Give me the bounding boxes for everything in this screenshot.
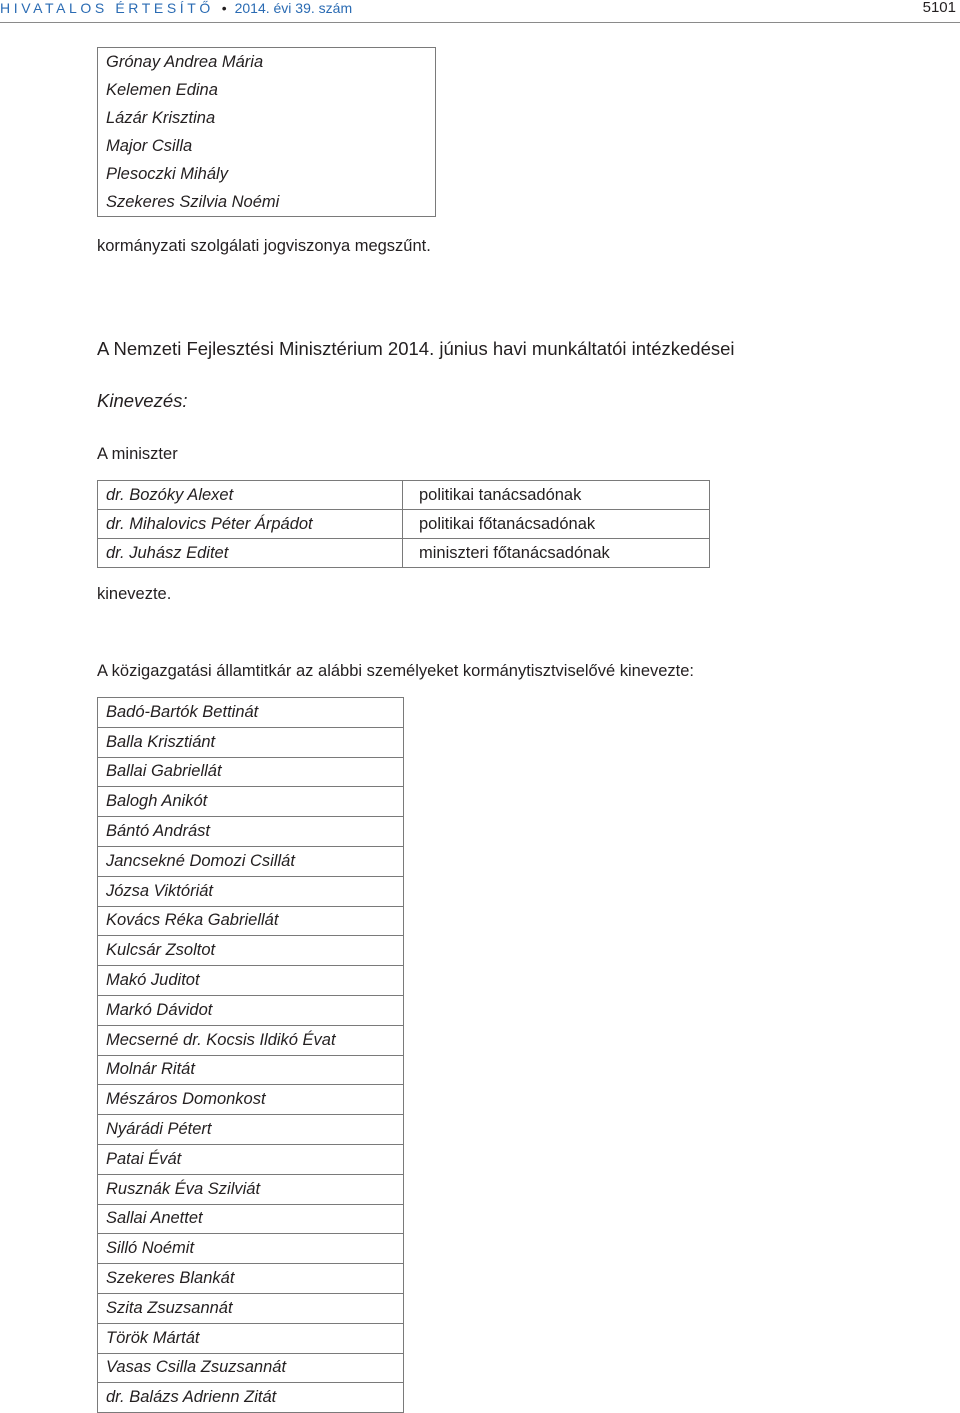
- name-cell: Mecserné dr. Kocsis Ildikó Évat: [98, 1025, 404, 1055]
- table-row: [98, 846, 404, 876]
- page-number: 5101: [922, 0, 956, 16]
- appointee-role-cell: miniszteri főtanácsadónak: [403, 539, 710, 568]
- table-row: [98, 906, 404, 936]
- table-row: [98, 76, 436, 104]
- name-cell: Major Csilla: [98, 132, 436, 160]
- table-row: [98, 1264, 404, 1294]
- page-header: [0, 0, 960, 22]
- name-cell: Szekeres Blankát: [98, 1264, 404, 1294]
- name-cell: Rusznák Éva Szilviát: [98, 1174, 404, 1204]
- appointments-table: [97, 480, 710, 568]
- appointee-role-cell: politikai tanácsadónak: [403, 481, 710, 510]
- section-heading: A Nemzeti Fejlesztési Minisztérium 2014. június havi munkáltatói intézkedései: [97, 338, 735, 359]
- name-cell: Balla Krisztiánt: [98, 727, 404, 757]
- issue-label: 2014. évi 39. szám: [234, 0, 353, 16]
- name-cell: Szita Zsuzsannát: [98, 1293, 404, 1323]
- table-row: [98, 1115, 404, 1145]
- appointee-role-cell: politikai főtanácsadónak: [403, 510, 710, 539]
- table-row: [98, 1353, 404, 1383]
- table-row: [98, 757, 404, 787]
- table-row: [98, 1293, 404, 1323]
- appointee-name-cell: dr. Mihalovics Péter Árpádot: [98, 510, 403, 539]
- table-row: [98, 727, 404, 757]
- civil-servants-table: [97, 697, 404, 1413]
- name-cell: Molnár Ritát: [98, 1055, 404, 1085]
- table-row: [98, 1234, 404, 1264]
- publication-title: HIVATALOS ÉRTESÍTŐ: [0, 0, 214, 16]
- table-row: [98, 1383, 404, 1413]
- table-row: [98, 188, 436, 217]
- name-cell: Mészáros Domonkost: [98, 1085, 404, 1115]
- name-cell: Kovács Réka Gabriellát: [98, 906, 404, 936]
- name-cell: Badó-Bartók Bettinát: [98, 698, 404, 728]
- termination-text: kormányzati szolgálati jogviszonya megszűnt.: [97, 237, 431, 255]
- civil-servant-intro: A közigazgatási államtitkár az alábbi személyeket kormánytisztviselővé kinevezte:: [97, 662, 695, 680]
- running-head: [0, 0, 352, 16]
- table-row: [98, 1323, 404, 1353]
- table-row: [98, 1174, 404, 1204]
- table-row: [98, 1055, 404, 1085]
- table-row: [98, 1025, 404, 1055]
- header-rule: [0, 22, 960, 23]
- name-cell: Török Mártát: [98, 1323, 404, 1353]
- table-row: [98, 698, 404, 728]
- table-row: [98, 48, 436, 77]
- name-cell: Plesoczki Mihály: [98, 160, 436, 188]
- appointed-text: kinevezte.: [97, 585, 172, 603]
- table-row: [98, 510, 710, 539]
- table-row: [98, 1085, 404, 1115]
- name-cell: Jancsekné Domozi Csillát: [98, 846, 404, 876]
- appointee-name-cell: dr. Bozóky Alexet: [98, 481, 403, 510]
- bullet-separator-icon: •: [221, 0, 227, 16]
- name-cell: Balogh Anikót: [98, 787, 404, 817]
- name-cell: Bántó Andrást: [98, 817, 404, 847]
- table-row: [98, 817, 404, 847]
- name-cell: Vasas Csilla Zsuzsannát: [98, 1353, 404, 1383]
- name-cell: Markó Dávidot: [98, 995, 404, 1025]
- name-cell: Nyárádi Pétert: [98, 1115, 404, 1145]
- name-cell: Patai Évát: [98, 1144, 404, 1174]
- name-cell: Ballai Gabriellát: [98, 757, 404, 787]
- table-row: [98, 936, 404, 966]
- name-cell: Kelemen Edina: [98, 76, 436, 104]
- appointee-name-cell: dr. Juhász Editet: [98, 539, 403, 568]
- appointment-subheading: Kinevezés:: [97, 390, 188, 411]
- table-row: [98, 539, 710, 568]
- name-cell: Kulcsár Zsoltot: [98, 936, 404, 966]
- table-row: [98, 104, 436, 132]
- name-cell: Silló Noémit: [98, 1234, 404, 1264]
- table-row: [98, 876, 404, 906]
- name-cell: Lázár Krisztina: [98, 104, 436, 132]
- table-row: [98, 481, 710, 510]
- name-cell: Makó Juditot: [98, 966, 404, 996]
- table-row: [98, 1204, 404, 1234]
- table-row: [98, 966, 404, 996]
- table-row: [98, 132, 436, 160]
- name-cell: Józsa Viktóriát: [98, 876, 404, 906]
- table-row: [98, 995, 404, 1025]
- name-cell: Szekeres Szilvia Noémi: [98, 188, 436, 217]
- name-cell: dr. Balázs Adrienn Zitát: [98, 1383, 404, 1413]
- table-row: [98, 160, 436, 188]
- table-row: [98, 1144, 404, 1174]
- table-row: [98, 787, 404, 817]
- terminated-names-table: [97, 47, 436, 217]
- name-cell: Sallai Anettet: [98, 1204, 404, 1234]
- name-cell: Grónay Andrea Mária: [98, 48, 436, 77]
- actor-label: A miniszter: [97, 445, 178, 463]
